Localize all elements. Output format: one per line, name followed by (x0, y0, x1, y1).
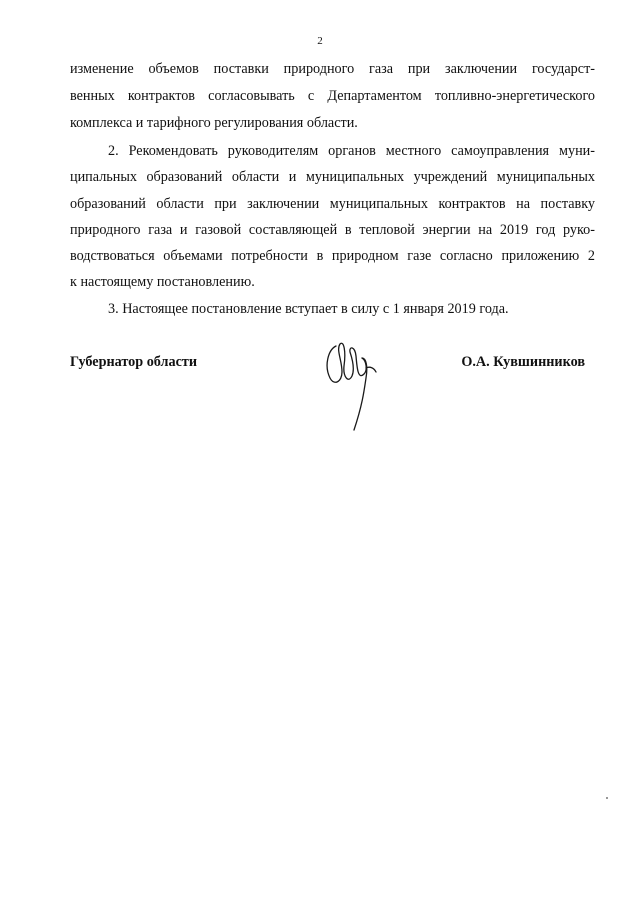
paragraph-line: изменение объемов поставки природного газа при заключении государст- (70, 61, 595, 77)
page-number: 2 (317, 35, 323, 47)
signatory-title: Губернатор области (70, 354, 198, 370)
paragraph-line: комплекса и тарифного регулирования области. (70, 115, 358, 131)
signatory-name: О.А. Кувшинников (461, 354, 585, 370)
paragraph-line: природного газа и газовой составляющей в тепловой энергии на 2019 год руко- (70, 222, 595, 238)
paragraph-line: к настоящему постановлению. (70, 274, 255, 290)
scan-speck (606, 797, 608, 799)
paragraph-line: водствоваться объемами потребности в природном газе согласно приложению 2 (70, 248, 595, 264)
handwritten-signature (322, 336, 384, 436)
paragraph-line: образований области при заключении муниципальных контрактов на поставку (70, 196, 595, 212)
paragraph-line: венных контрактов согласовывать с Департаментом топливно-энергетического (70, 88, 595, 104)
paragraph-line: 3. Настоящее постановление вступает в силу с 1 января 2019 года. (108, 301, 509, 317)
paragraph-line: 2. Рекомендовать руководителям органов местного самоуправления муни- (108, 143, 595, 159)
paragraph-line: ципальных образований области и муниципальных учреждений муниципальных (70, 169, 595, 185)
